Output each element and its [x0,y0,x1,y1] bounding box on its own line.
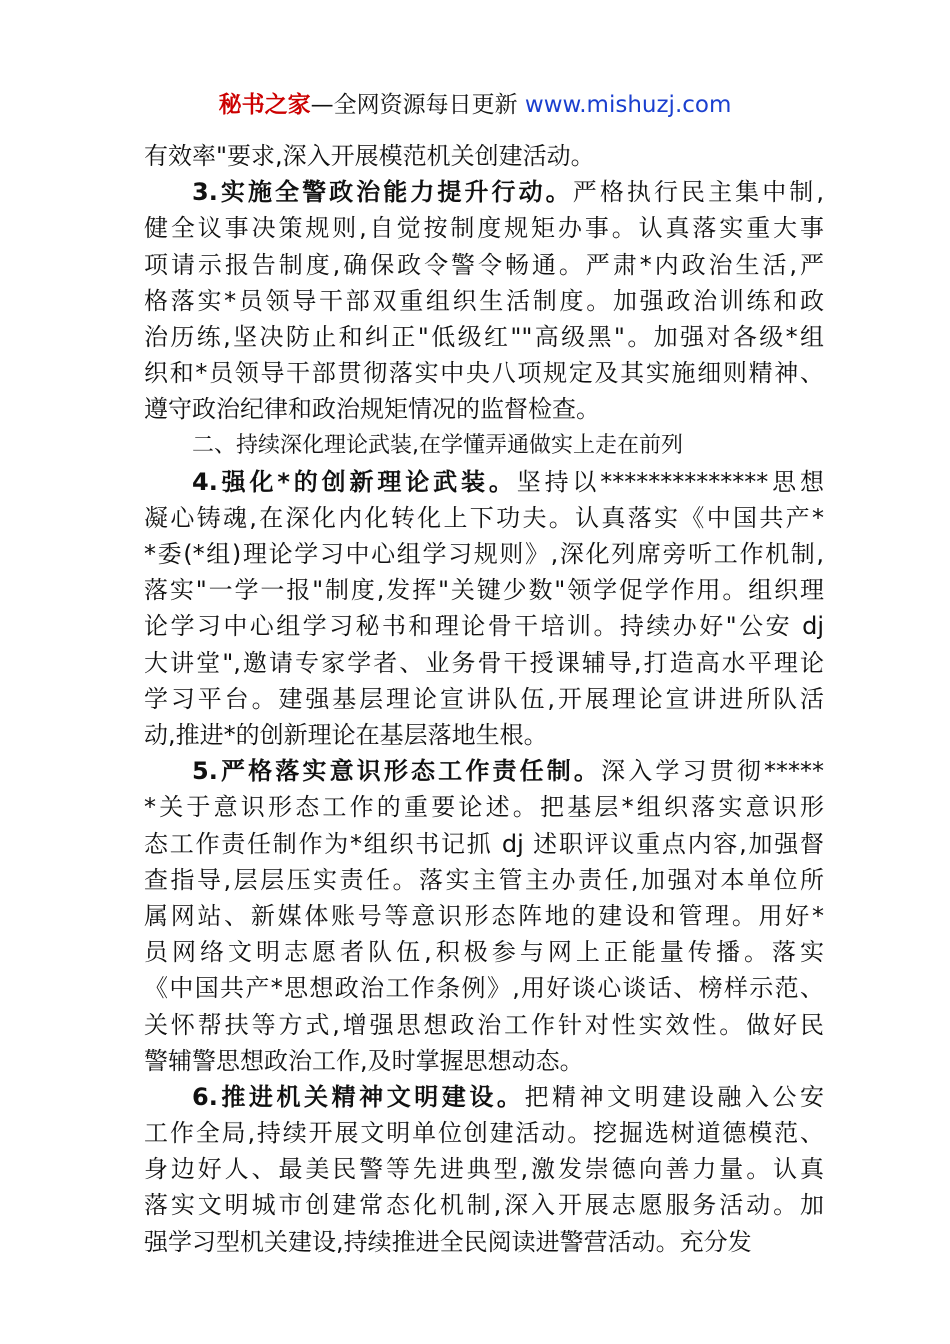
paragraph-line [144,500,824,536]
line-text: 动,推进*的创新理论在基层落地生根。 [144,721,548,749]
paragraph-line [144,355,824,391]
paragraph-line [144,247,824,283]
line-text: 项请示报告制度,确保政令警令畅通。严肃*内政治生活,严 [144,250,824,279]
section-heading-line [144,174,824,210]
section-heading-line [144,1079,824,1115]
line-text: 深入学习贯彻***** [601,757,824,786]
paragraph-line [144,1115,824,1151]
paragraph-line [144,898,824,934]
paragraph-line [144,572,824,608]
line-text: 织和*员领导干部贯彻落实中央八项规定及其实施细则精神、 [144,359,824,388]
line-text: 身边好人、最美民警等先进典型,激发崇德向善力量。认真 [144,1155,824,1184]
line-text: 关怀帮扶等方式,增强思想政治工作针对性实效性。做好民 [144,1010,824,1039]
line-text: 论学习中心组学习秘书和理论骨干培训。持续办好"公安 dj [144,612,824,641]
line-text: 凝心铸魂,在深化内化转化上下功夫。认真落实《中国共产* [144,503,824,532]
line-text: 格落实*员领导干部双重组织生活制度。加强政治训练和政 [144,286,824,315]
line-text: 态工作责任制作为*组织书记抓 dj 述职评议重点内容,加强督 [144,829,824,858]
line-text: 有效率"要求,深入开展模范机关创建活动。 [144,142,595,170]
paragraph-line [144,789,824,825]
line-text: 落实"一学一报"制度,发挥"关键少数"领学促学作用。组织理 [144,576,824,605]
paragraph-line [144,1043,824,1079]
line-text: 治历练,坚决防止和纠正"低级红""高级黑"。加强对各级*组 [144,322,824,351]
site-tagline: —全网资源每日更新 [310,92,525,118]
paragraph-line [144,138,824,174]
paragraph-line [144,862,824,898]
line-text: 二、持续深化理论武装,在学懂弄通做实上走在前列 [192,432,683,458]
paragraph-line [144,1151,824,1187]
item-heading: 4.强化*的创新理论武装。 [192,467,517,496]
paragraph-line [144,1224,824,1260]
paragraph-line [144,717,824,753]
paragraph-line [144,645,824,681]
paragraph-line [144,391,824,427]
line-text: 坚持以**************思想 [516,467,825,496]
item-heading: 3.实施全警政治能力提升行动。 [192,178,573,207]
paragraph-line [144,681,824,717]
document-body [144,138,824,1260]
section-heading-line [144,464,824,500]
paragraph-line [144,826,824,862]
item-heading: 5.严格落实意识形态工作责任制。 [192,757,602,786]
section-heading-line [144,753,824,789]
line-text: 员网络文明志愿者队伍,积极参与网上正能量传播。落实 [144,938,824,967]
paragraph-line [144,608,824,644]
paragraph-line [144,319,824,355]
paragraph-line [144,210,824,246]
paragraph-line [144,1007,824,1043]
line-text: 警辅警思想政治工作,及时掌握思想动态。 [144,1046,584,1075]
paragraph-line [144,536,824,572]
site-brand: 秘书之家 [218,92,311,118]
chapter-heading-line [144,428,824,464]
site-url-link[interactable]: www.mishuzj.com [524,92,732,118]
line-text: *委(*组)理论学习中心组学习规则》,深化列席旁听工作机制, [144,540,824,569]
line-text: 查指导,层层压实责任。落实主管主办责任,加强对本单位所 [144,865,824,894]
line-text: 落实文明城市创建常态化机制,深入开展志愿服务活动。加 [144,1191,824,1220]
line-text: 工作全局,持续开展文明单位创建活动。挖掘选树道德模范、 [144,1119,824,1148]
line-text: 健全议事决策规则,自觉按制度规矩办事。认真落实重大事 [144,214,824,243]
line-text: 遵守政治纪律和政治规矩情况的监督检查。 [144,395,600,424]
site-header [0,88,950,122]
paragraph-line [144,1187,824,1223]
paragraph-line [144,970,824,1006]
paragraph-line [144,934,824,970]
line-text: 严格执行民主集中制, [572,178,824,207]
paragraph-line [144,283,824,319]
line-text: 把精神文明建设融入公安 [524,1082,825,1111]
item-heading: 6.推进机关精神文明建设。 [192,1082,525,1111]
line-text: 《中国共产*思想政治工作条例》,用好谈心谈话、榜样示范、 [144,974,824,1003]
line-text: 属网站、新媒体账号等意识形态阵地的建设和管理。用好* [144,901,824,930]
line-text: 学习平台。建强基层理论宣讲队伍,开展理论宣讲进所队活 [144,684,824,713]
line-text: *关于意识形态工作的重要论述。把基层*组织落实意识形 [144,793,824,822]
line-text: 强学习型机关建设,持续推进全民阅读进警营活动。充分发 [144,1227,752,1256]
line-text: 大讲堂",邀请专家学者、业务骨干授课辅导,打造高水平理论 [144,648,824,677]
